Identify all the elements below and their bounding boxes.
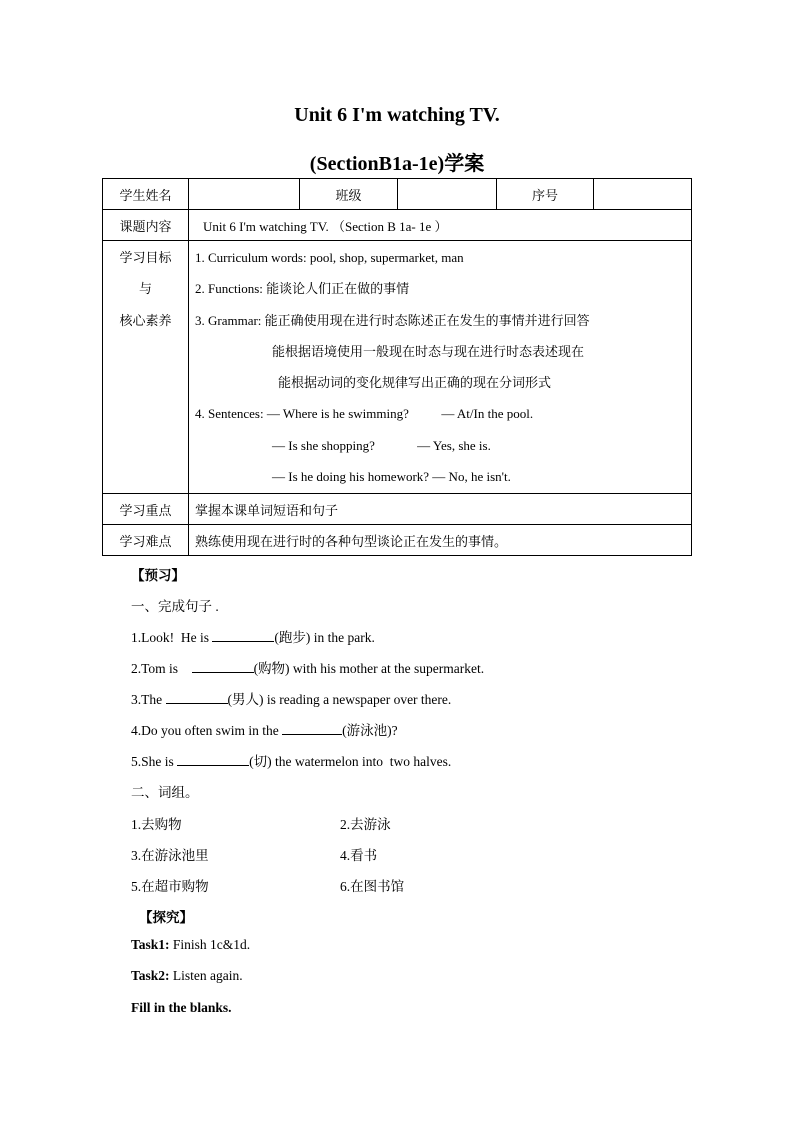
answer-blank[interactable] — [166, 690, 228, 704]
student-name-cell[interactable] — [189, 179, 300, 210]
phrase-item: 5.在超市购物 — [131, 879, 209, 894]
task1-text: Finish 1c&1d. — [169, 937, 251, 952]
class-cell[interactable] — [398, 179, 497, 210]
goal-line: — Is she shopping? — Yes, she is. — [272, 437, 491, 453]
task1-line — [131, 937, 250, 953]
goal-line: 3. Grammar: 能正确使用现在进行时态陈述正在发生的事情并进行回答 — [195, 312, 590, 328]
sentence-item: 4.Do you often swim in the (游泳池)? — [131, 723, 398, 738]
seat-number-label: 序号 — [497, 179, 594, 210]
page-subtitle: (SectionB1a-1e)学案 — [309, 153, 485, 175]
difficulty-value: 熟练使用现在进行时的各种句型谈论正在发生的事情。 — [189, 525, 692, 556]
part2-title: 二、词组。 — [131, 785, 199, 800]
topic-value: Unit 6 I'm watching TV. （Section B 1a- 1e ） — [189, 210, 692, 241]
goals-label — [103, 241, 189, 494]
sentence-item: 3.The (男人) is reading a newspaper over there. — [131, 692, 452, 707]
goal-line: 能根据动词的变化规律写出正确的现在分词形式 — [278, 375, 552, 391]
key-points-value: 掌握本课单词短语和句子 — [189, 494, 692, 525]
topic-row — [103, 210, 692, 241]
goal-line: 1. Curriculum words: pool, shop, supermarket, man — [195, 250, 464, 265]
difficulty-label: 学习难点 — [103, 525, 189, 556]
key-points-row — [103, 494, 692, 525]
phrase-item: 3.在游泳池里 — [131, 848, 209, 863]
student-info-row — [103, 179, 692, 210]
class-label: 班级 — [300, 179, 398, 210]
sentence-item: 5.She is (切) the watermelon into two halves. — [131, 754, 452, 769]
goal-line: 能根据语境使用一般现在时态与现在进行时态表述现在 — [272, 343, 585, 359]
phrase-item: 6.在图书馆 — [340, 879, 405, 894]
student-name-label: 学生姓名 — [103, 179, 189, 210]
sentence-item: 2.Tom is (购物) with his mother at the supermarket. — [131, 661, 485, 676]
phrase-item: 2.去游泳 — [340, 817, 391, 832]
topic-label: 课题内容 — [103, 210, 189, 241]
goals-label-line: 核心素养 — [119, 312, 172, 328]
goal-line: — Is he doing his homework? — No, he isn't. — [272, 469, 511, 485]
page-title: Unit 6 I'm watching TV. — [294, 104, 500, 126]
goals-content — [189, 241, 692, 494]
preview-heading: 【预习】 — [131, 568, 185, 583]
phrase-item: 1.去购物 — [131, 817, 182, 832]
answer-blank[interactable] — [282, 721, 342, 735]
answer-blank[interactable] — [177, 752, 249, 766]
sentence-item: 1.Look! He is (跑步) in the park. — [131, 630, 375, 645]
goal-line: 4. Sentences: — Where is he swimming? — At/In the pool. — [195, 406, 534, 422]
task1-label: Task1: — [131, 937, 170, 952]
part1-title: 一、完成句子 . — [131, 599, 219, 614]
difficulty-row — [103, 525, 692, 556]
info-table — [102, 178, 692, 556]
fill-blanks-heading: Fill in the blanks. — [131, 1000, 232, 1015]
phrase-item: 4.看书 — [340, 848, 378, 863]
answer-blank[interactable] — [192, 659, 254, 673]
answer-blank[interactable] — [212, 628, 274, 642]
goal-line: 2. Functions: 能谈论人们正在做的事情 — [195, 281, 410, 297]
task2-text: Listen again. — [169, 968, 243, 983]
goals-label-line: 学习目标 — [119, 250, 172, 265]
key-points-label: 学习重点 — [103, 494, 189, 525]
goals-label-line: 与 — [138, 281, 152, 297]
goals-row — [103, 241, 692, 494]
seat-number-cell[interactable] — [594, 179, 692, 210]
task2-line — [131, 968, 243, 984]
explore-heading: 【探究】 — [139, 910, 193, 925]
task2-label: Task2: — [131, 968, 170, 983]
